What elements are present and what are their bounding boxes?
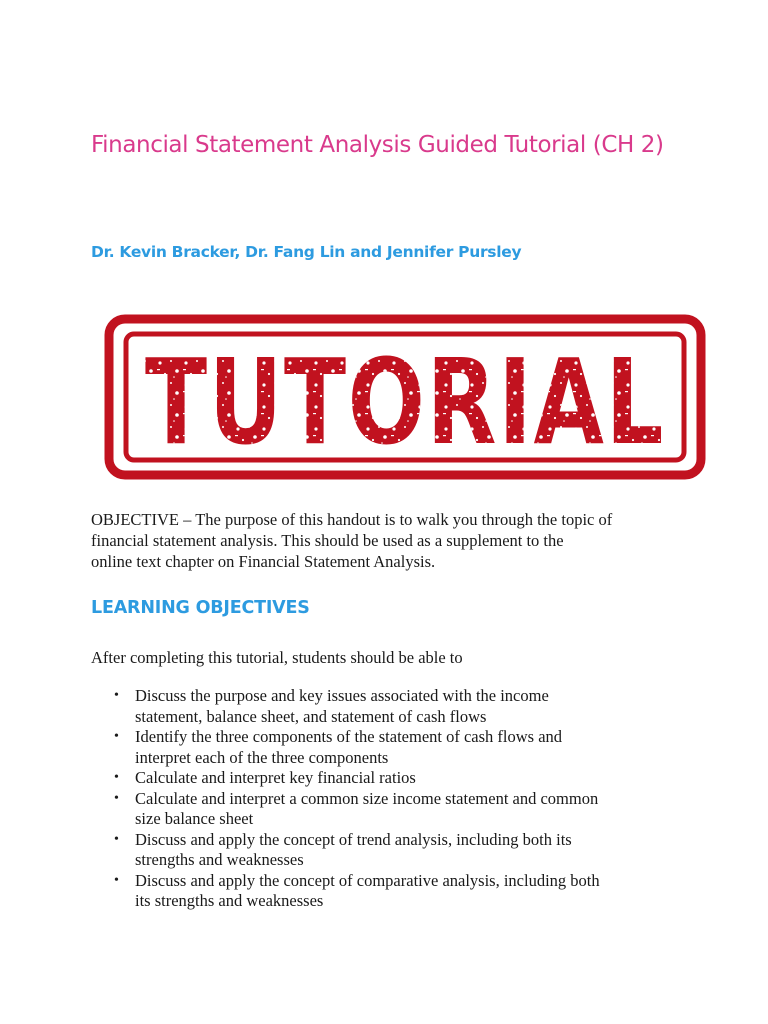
objective-line: online text chapter on Financial Statement Analysis. [91,552,436,571]
svg-text:TUTORIAL: TUTORIAL [145,333,665,471]
objective-line: OBJECTIVE – The purpose of this handout is to walk you through the topic of [91,510,613,529]
intro-sentence: After completing this tutorial, students should be able to [91,648,463,667]
list-item: • Calculate and interpret a common size income statement and common size balance sheet [114,788,599,828]
bullet-dot-icon: • [114,729,119,744]
list-item: • Calculate and interpret key financial ratios [114,768,416,787]
objective-line: financial statement analysis. This should be used as a supplement to the [91,531,564,550]
bullet-dot-icon: • [114,790,119,806]
svg-text:TUTORIAL: TUTORIAL [145,333,665,471]
list-item: • Discuss and apply the concept of trend analysis, including both its strengths and weaknesses [114,829,572,869]
bullet-dot-icon: • [114,831,119,847]
list-item: • Discuss and apply the concept of comparative analysis, including both its strengths and weaknesses [114,870,600,910]
document-authors: Dr. Kevin Bracker, Dr. Fang Lin and Jennifer Pursley [91,243,522,261]
bullet-dot-icon: • [114,770,119,785]
tutorial-stamp-image [104,314,706,480]
list-item: • Identify the three components of the statement of cash flows and interpret each of the three components [114,727,563,767]
learning-objectives-heading: LEARNING OBJECTIVES [91,598,310,618]
bullet-dot-icon: • [114,872,119,888]
stamp-text [145,333,665,471]
list-item: • Discuss the purpose and key issues associated with the income statement, balance sheet, and statement of cash flows [114,686,549,726]
bullet-dot-icon: • [114,688,119,703]
objective-paragraph [91,509,691,572]
document-title: Financial Statement Analysis Guided Tutorial (CH 2) [91,132,664,158]
learning-objectives-list [91,686,691,912]
